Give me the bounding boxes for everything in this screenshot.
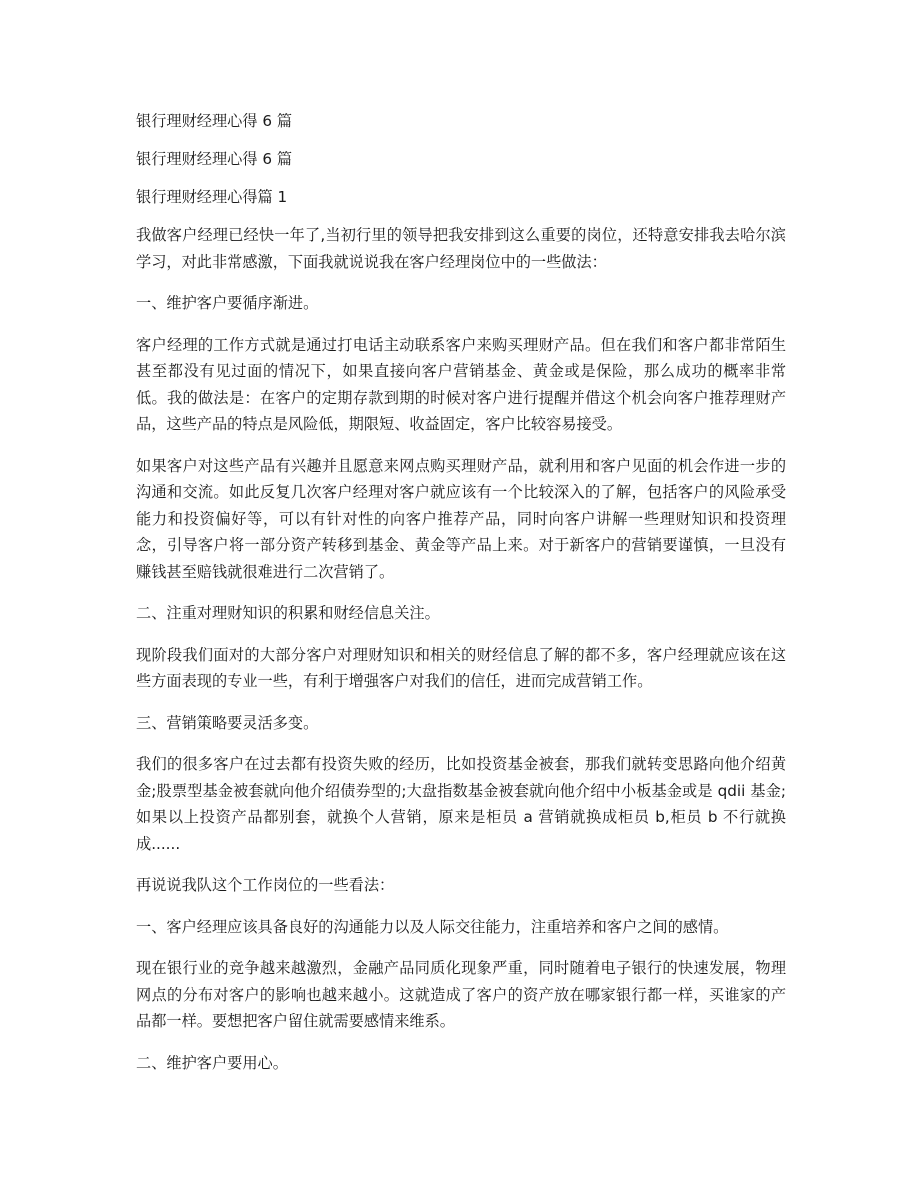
heading-care: 二、维护客户要用心。	[136, 1053, 288, 1072]
paragraph-competition: 现在银行业的竞争越来越激烈，金融产品同质化现象严重，同时随着电子银行的快速发展，物理网点的分布对客户的影响也越来越小。这就造成了客户的资产放在哪家银行都一样，买谁家的产品都一样。要想把客户留住就需要感情来维系。	[136, 959, 786, 1030]
heading-strategy: 三、营销策略要灵活多变。	[136, 713, 319, 732]
document-body	[136, 108, 786, 1091]
paragraph-strategy: 我们的很多客户在过去都有投资失败的经历，比如投资基金被套，那我们就转变思路向他介绍黄金;股票型基金被套就向他介绍债券型的;大盘指数基金被套就向他介绍中小板基金或是 qdii 基金;如果以上投资产品都别套，就换个人营销，原来是柜员 a 营销就换成柜员 b,柜员 b 不行就换成......	[136, 755, 786, 853]
intro-paragraph: 我做客户经理已经快一年了,当初行里的领导把我安排到这么重要的岗位，还特意安排我去哈尔滨学习，对此非常感激，下面我就说说我在客户经理岗位中的一些做法：	[136, 226, 786, 271]
paragraph-follow-up: 如果客户对这些产品有兴趣并且愿意来网点购买理财产品，就利用和客户见面的机会作进一步的沟通和交流。如此反复几次客户经理对客户就应该有一个比较深入的了解，包括客户的风险承受能力和投资偏好等，可以有针对性的向客户推荐产品，同时向客户讲解一些理财知识和投资理念，引导客户将一部分资产转移到基金、黄金等产品上来。对于新客户的营销要谨慎，一旦没有赚钱甚至赔钱就很难进行二次营销了。	[136, 456, 786, 581]
heading-knowledge: 二、注重对理财知识的积累和财经信息关注。	[136, 604, 440, 622]
heading-communication: 一、客户经理应该具备良好的沟通能力以及人际交往能力，注重培养和客户之间的感情。	[136, 917, 729, 936]
document-subtitle: 银行理财经理心得 6 篇	[136, 150, 293, 168]
heading-maintain-gradual: 一、维护客户要循序渐进。	[136, 294, 319, 312]
transition-paragraph: 再说说我队这个工作岗位的一些看法：	[136, 876, 395, 894]
document-title: 银行理财经理心得 6 篇	[136, 112, 293, 130]
paragraph-work-method: 客户经理的工作方式就是通过打电话主动联系客户来购买理财产品。但在我们和客户都非常陌生甚至都没有见过面的情况下，如果直接向客户营销基金、黄金或是保险，那么成功的概率非常低。我的做法是：在客户的定期存款到期的时候对客户进行提醒并借这个机会向客户推荐理财产品，这些产品的特点是风险低，期限短、收益固定，客户比较容易接受。	[136, 335, 786, 433]
paragraph-knowledge: 现阶段我们面对的大部分客户对理财知识和相关的财经信息了解的都不多，客户经理就应该在这些方面表现的专业一些，有利于增强客户对我们的信任，进而完成营销工作。	[136, 645, 786, 690]
section-title: 银行理财经理心得篇 1	[136, 188, 288, 206]
